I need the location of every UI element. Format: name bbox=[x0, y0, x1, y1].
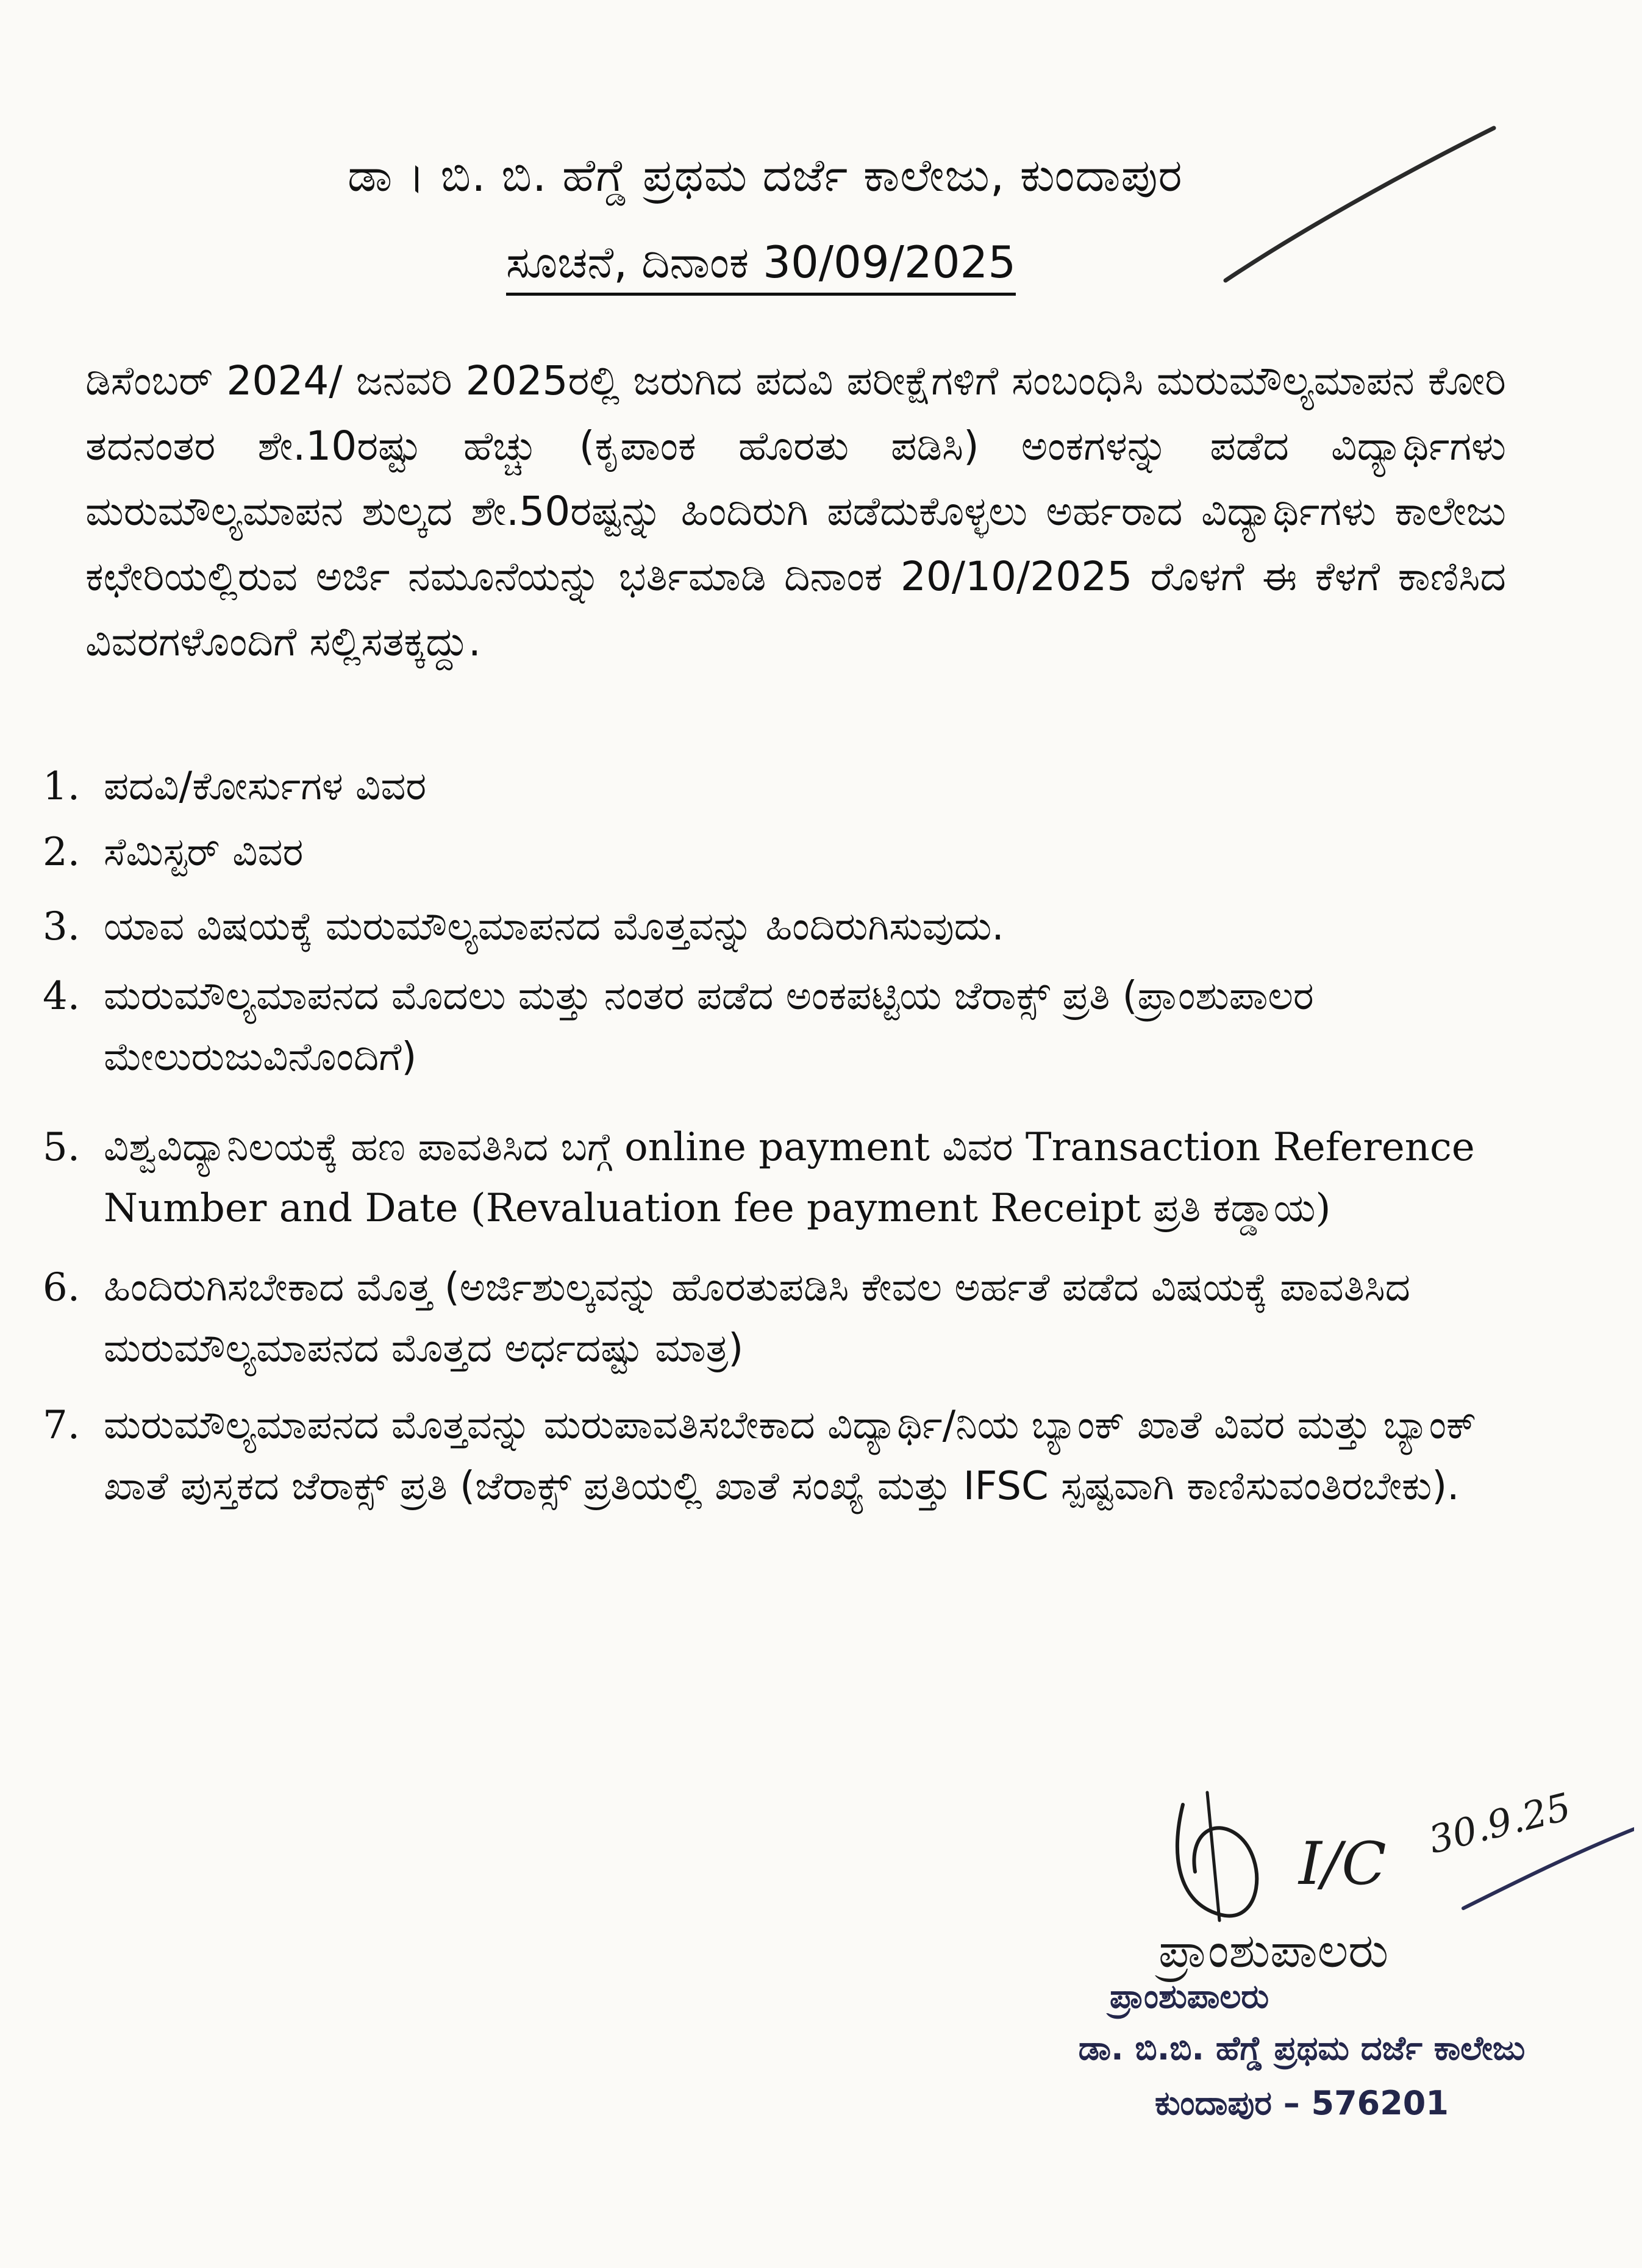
list-item-number: 1. bbox=[43, 764, 80, 809]
notice-title-date: ಸೂಚನೆ, ದಿನಾಂಕ 30/09/2025 bbox=[506, 237, 1016, 296]
list-item-number: 4. bbox=[43, 974, 80, 1019]
college-name: ಡಾ । ಬಿ. ಬಿ. ಹೆಗ್ಡೆ ಪ್ರಥಮ ದರ್ಜೆ ಕಾಲೇಜು, ಕುಂದಾಪುರ bbox=[348, 149, 1183, 202]
list-item bbox=[43, 1117, 1506, 1239]
list-item-number: 2. bbox=[43, 830, 80, 875]
list-item bbox=[43, 966, 1506, 1088]
notice-body: ಡಿಸೆಂಬರ್ 2024/ ಜನವರಿ 2025ರಲ್ಲಿ ಜರುಗಿದ ಪದವಿ ಪರೀಕ್ಷೆಗಳಿಗೆ ಸಂಬಂಧಿಸಿ ಮರುಮೌಲ್ಯಮಾಪನ ಕೋರಿ ತದನಂತರ ಶೇ.10ರಷ್ಟು ಹೆಚ್ಚು (ಕೃಪಾಂಕ ಹೊರತು ಪಡಿಸಿ) ಅಂಕಗಳನ್ನು ಪಡೆದ ವಿದ್ಯಾರ್ಥಿಗಳು ಮರುಮೌಲ್ಯಮಾಪನ ಶುಲ್ಕದ ಶೇ.50ರಷ್ಟನ್ನು ಹಿಂದಿರುಗಿ ಪಡೆದುಕೊಳ್ಳಲು ಅರ್ಹರಾದ ವಿದ್ಯಾರ್ಥಿಗಳು ಕಾಲೇಜು ಕಛೇರಿಯಲ್ಲಿರುವ ಅರ್ಜಿ ನಮೂನೆಯನ್ನು ಭರ್ತಿಮಾಡಿ ದಿನಾಂಕ 20/10/2025 ರೊಳಗೆ ಈ ಕೆಳಗೆ ಕಾಣಿಸಿದ ವಿವರಗಳೊಂದಿಗೆ ಸಲ್ಲಿಸತಕ್ಕದ್ದು. bbox=[85, 357, 1506, 665]
list-item-number: 6. bbox=[43, 1265, 80, 1310]
list-item-text: ಪದವಿ/ಕೋರ್ಸುಗಳ ವಿವರ bbox=[104, 764, 427, 809]
list-item bbox=[43, 822, 1506, 883]
list-item-text: ಸೆಮಿಸ್ಟರ್ ವಿವರ bbox=[104, 830, 304, 875]
handwritten-signature bbox=[1146, 1780, 1634, 1939]
stamp-place: ಕುಂದಾಪುರ – 576201 bbox=[1155, 2084, 1449, 2122]
pen-stroke-mark bbox=[1213, 116, 1506, 299]
signature-initials: I/C bbox=[1299, 1830, 1387, 1898]
official-stamp bbox=[1012, 1972, 1591, 2131]
list-item bbox=[43, 1395, 1506, 1517]
list-item-number: 5. bbox=[43, 1125, 80, 1170]
stamp-college-name: ಡಾ. ಬಿ.ಬಿ. ಹೆಗ್ಡೆ ಪ್ರಥಮ ದರ್ಜೆ ಕಾಲೇಜು bbox=[1078, 2029, 1526, 2067]
stamp-title: ಪ್ರಾಂಶುಪಾಲರು bbox=[1110, 1977, 1269, 2016]
list-item bbox=[43, 896, 1506, 957]
list-item-text: ಹಿಂದಿರುಗಿಸಬೇಕಾದ ಮೊತ್ತ (ಅರ್ಜಿಶುಲ್ಕವನ್ನು ಹೊರತುಪಡಿಸಿ ಕೇವಲ ಅರ್ಹತೆ ಪಡೆದ ವಿಷಯಕ್ಕೆ ಪಾವತಿಸಿದ ಮರುಮೌಲ್ಯಮಾಪನದ ಮೊತ್ತದ ಅರ್ಧದಷ್ಟು ಮಾತ್ರ) bbox=[104, 1265, 1410, 1371]
list-item-text: ಮರುಮೌಲ್ಯಮಾಪನದ ಮೊದಲು ಮತ್ತು ನಂತರ ಪಡೆದ ಅಂಕಪಟ್ಟಿಯ ಜೆರಾಕ್ಸ್ ಪ್ರತಿ (ಪ್ರಾಂಶುಪಾಲರ ಮೇಲುರುಜುವಿನೊಂದಿಗೆ) bbox=[104, 974, 1314, 1080]
list-item bbox=[43, 756, 1506, 817]
signature-date: 30.9.25 bbox=[1424, 1784, 1576, 1863]
handwritten-principal-title: ಪ್ರಾಂಶುಪಾಲರು bbox=[1158, 1924, 1389, 1978]
list-item-number: 3. bbox=[43, 904, 80, 949]
list-item-number: 7. bbox=[43, 1403, 80, 1448]
list-item-text: ಮರುಮೌಲ್ಯಮಾಪನದ ಮೊತ್ತವನ್ನು ಮರುಪಾವತಿಸಬೇಕಾದ ವಿದ್ಯಾರ್ಥಿ/ನಿಯ ಬ್ಯಾಂಕ್ ಖಾತೆ ವಿವರ ಮತ್ತು ಬ್ಯಾಂಕ್ ಖಾತೆ ಪುಸ್ತಕದ ಜೆರಾಕ್ಸ್ ಪ್ರತಿ (ಜೆರಾಕ್ಸ್ ಪ್ರತಿಯಲ್ಲಿ ಖಾತೆ ಸಂಖ್ಯೆ ಮತ್ತು IFSC ಸ್ಪಷ್ಟವಾಗಿ ಕಾಣಿಸುವಂತಿರಬೇಕು). bbox=[104, 1403, 1477, 1509]
list-item-text: ಯಾವ ವಿಷಯಕ್ಕೆ ಮರುಮೌಲ್ಯಮಾಪನದ ಮೊತ್ತವನ್ನು ಹಿಂದಿರುಗಿಸುವುದು. bbox=[104, 904, 1004, 949]
list-item bbox=[43, 1257, 1506, 1379]
requirements-list bbox=[43, 756, 1506, 1517]
list-item-text: ವಿಶ್ವವಿದ್ಯಾನಿಲಯಕ್ಕೆ ಹಣ ಪಾವತಿಸಿದ ಬಗ್ಗೆ online payment ವಿವರ Transaction Reference Number and Date (Revaluation fee payment Receipt ಪ್ರತಿ ಕಡ್ಡಾಯ) bbox=[104, 1125, 1475, 1231]
